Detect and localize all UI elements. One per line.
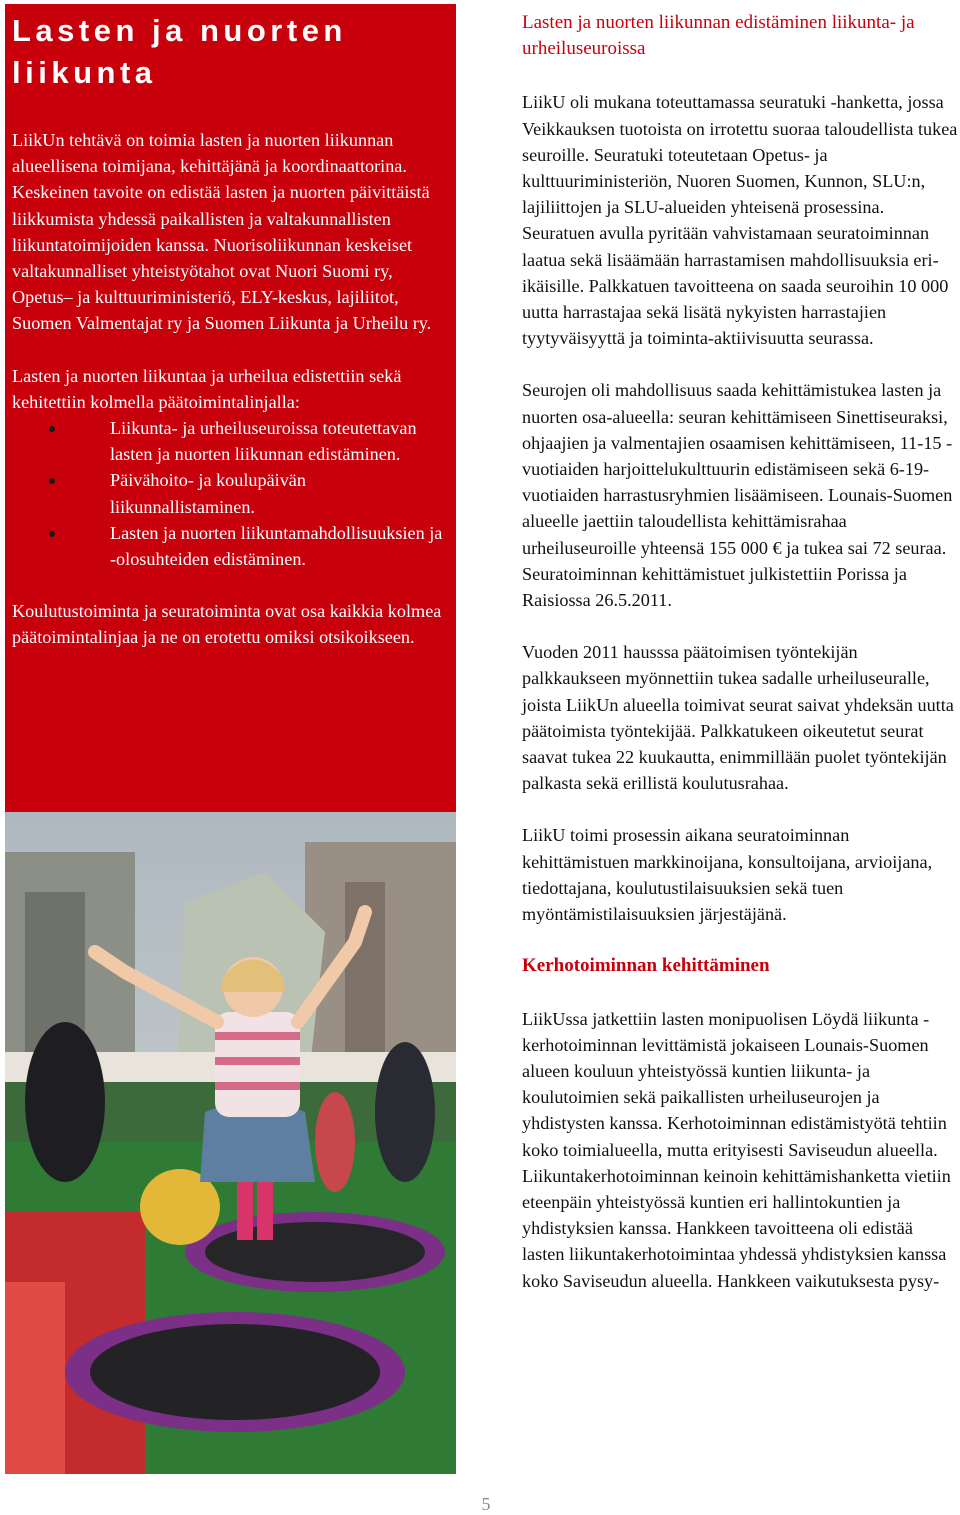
bullet-icon [49,531,55,537]
intro-text [12,127,447,651]
list-item: Päivähoito- ja koulupäivän liikunnallistaminen. [12,467,447,519]
section-title [12,10,447,94]
trampoline-photo [5,812,456,1474]
intro-paragraph-1: LiikUn tehtävä on toimia lasten ja nuorten liikunnan alueellisena toimijana, kehittäjänä ja koordinaattorina. Keskeinen tavoite on edistää lasten ja nuorten päivittäistä liikkumista yhdessä paikallisten ja valtakunnallisten liikuntatoimijoiden kanssa. Nuorisoliikunnan keskeiset valtakunnalliset yhteistyötahot ovat Nuori Suomi ry, Opetus– ja kulttuuriministeriö, ELY-keskus, lajiliitot, Suomen Valmentajat ry ja Suomen Liikunta ja Urheilu ry. [12,130,432,334]
body-paragraph: Vuoden 2011 hausssa päätoimisen työntekijän palkkaukseen myönnettiin tukea sadalle urheiluseuralle, joista LiikUn alueella toimivat seurat saivat yhdeksän uutta päätoimista työntekijää. Palkkatukeen oikeutetut seurat saavat tukea 22 kuukautta, enimmillään puolet työntekijän palkasta sekä erillistä koulutusrahaa. [522,642,954,794]
heading-club-sports: Lasten ja nuorten liikunnan edistäminen liikunta- ja urheiluseuroissa [522,12,915,60]
page-number: 5 [481,1494,491,1514]
intro-panel [5,4,456,812]
body-paragraph: Seurojen oli mahdollisuus saada kehittämistukea lasten ja nuorten osa-alueella: seuran kehittämiseen Sinettiseuraksi, ohjaajien ja valmentajien osaamisen kehittämiseen, 11-15 -vuotiaiden harjoittelukulttuurin edistämiseen sekä 6-19-vuotiaiden harrastusryhmien lisäämiseen. Lounais-Suomen alueelle jaettiin taloudellista kehittämisrahaa urheiluseuroille yhteensä 155 000 € ja tukea sai 72 seuraa. Seuratoiminnan kehittämistuet julkistettiin Porissa ja Raisiossa 26.5.2011. [522,380,953,611]
body-paragraph: LiikU toimi prosessin aikana seuratoiminnan kehittämistuen markkinoijana, konsultoijana, arvioijana, tiedottajana, koulutustilaisuuksien sekä tuen myöntämistilaisuuksien järjestäjänä. [522,825,933,925]
list-item: Liikunta- ja urheiluseuroissa toteutettavan lasten ja nuorten liikunnan edistäminen. [12,415,447,467]
right-column [522,10,958,1294]
intro-paragraph-2: Lasten ja nuorten liikuntaa ja urheilua edistettiin sekä kehitettiin kolmella päätoimintalinjalla: [12,365,402,412]
bullet-icon [49,478,55,484]
body-paragraph: LiikUssa jatkettiin lasten monipuolisen Löydä liikunta -kerhotoiminnan levittämistä jokaiseen Lounais-Suomen alueen kouluun yhteistyössä kuntien liikunta- ja koulutoimien sekä paikallisten urheiluseurojen ja yhdistysten kanssa. Kerhotoiminnan edistämistyötä tehtiin koko toimialueella, mutta erityisesti Saviseudun alueella. Liikuntakerhotoiminnan keinoin kehittämishanketta vietiin eteenpäin yhteistyössä kuntien eri hallintokuntien ja yhdistyksien kanssa. Hankkeen tavoitteena oli edistää lasten liikuntakerhotoimintaa yhdessä yhdistyksien kanssa koko Saviseudun alueella. Hankkeen vaikutuksesta pysy- [522,1008,951,1291]
main-lines-list [12,415,447,572]
intro-paragraph-3: Koulutustoiminta ja seuratoiminta ovat osa kaikkia kolmea päätoimintalinjaa ja ne on erotettu omiksi otsikoikseen. [12,601,442,648]
heading-club-activity: Kerhotoiminnan kehittäminen [522,955,770,977]
section-title-line2: liikunta [12,55,157,90]
bullet-icon [49,426,55,432]
list-item: Lasten ja nuorten liikuntamahdollisuuksien ja -olosuhteiden edistäminen. [12,520,447,572]
body-paragraph: LiikU oli mukana toteuttamassa seuratuki -hanketta, jossa Veikkauksen tuotoista on irrotettu suoraa taloudellista tukea seuroille. Seuratuki toteutetaan Opetus- ja kulttuuriministeriön, Nuoren Suomen, Kunnon, SLU:n, lajiliittojen ja SLU-alueiden yhteisenä prosessina. Seuratuen avulla pyritään vahvistamaan seuratoiminnan laatua sekä lisäämään harrastamisen mahdollisuuksia eri-ikäisille. Palkkatuen tavoitteena on saada seuroihin 10 000 uutta harrastajaa sekä lisätä nykyisten harrastajien tyytyväisyyttä ja toiminta-aktiivisuutta seurassa. [522,92,958,349]
section-title-line1: Lasten ja nuorten [12,13,347,48]
